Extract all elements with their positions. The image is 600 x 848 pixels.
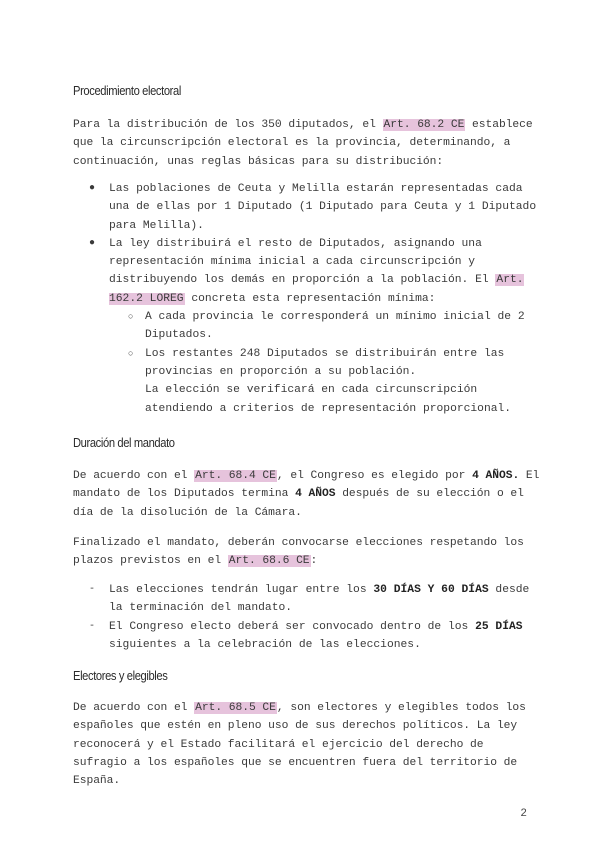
text: , son electores y elegibles todos los españoles que estén en pleno uso de sus derechos políticos. La ley reconocerá y el Estado facilitará el ejercicio del derecho de sufragio a los españoles que se encuentren fuera del territorio de España. (73, 702, 526, 788)
text: Para la distribución de los 350 diputados, el (73, 119, 383, 131)
text: La ley distribuirá el resto de Diputados, asignando una representación mínima inicial a cada circunscripción y distribuyendo los demás en proporción a la población. El (109, 237, 496, 287)
text: El mandato de los Diputados termina (73, 470, 540, 501)
paragraph-electores (73, 699, 543, 790)
section-heading-duracion: Duración del mandato (73, 435, 175, 450)
article-reference: Art. 68.6 CE (228, 555, 310, 568)
paragraph-distribucion (73, 116, 543, 171)
bullet-icon: ● (89, 183, 96, 194)
text: El Congreso electo deberá ser convocado dentro de los (109, 620, 476, 633)
text: Las elecciones tendrán lugar entre los (109, 584, 374, 596)
text: siguientes a la celebración de las elecciones. (109, 638, 421, 651)
text: después de su elección o el día de la disolución de la Cámara. (73, 488, 524, 519)
list-item (73, 581, 543, 618)
list-item-text: La elección se verificará en cada circunscripción atendiendo a criterios de representación proporcional. (145, 384, 512, 415)
article-reference: Art. 162.2 LOREG (109, 274, 524, 305)
list-item (73, 180, 543, 235)
emphasis: 25 DÍAS (475, 620, 523, 633)
emphasis: 4 AÑOS. (472, 470, 520, 482)
article-reference: Art. 68.4 CE (195, 470, 276, 482)
text: Finalizado el mandato, deberán convocarse elecciones respetando los plazos previstos en el (73, 537, 524, 568)
list-item (73, 618, 543, 655)
paragraph-mandato (73, 467, 543, 522)
list-item-text: Los restantes 248 Diputados se distribuirán entre las provincias en proporción a su población. (145, 347, 505, 378)
page-number: 2 (520, 808, 527, 820)
emphasis: 30 DÍAS Y 60 DÍAS (373, 584, 489, 596)
article-reference: Art. 68.2 CE (383, 119, 465, 131)
text: concreta esta representación mínima: (184, 292, 436, 305)
paragraph-finalizado (73, 534, 543, 571)
text: desde la terminación del mandato. (109, 584, 530, 615)
sub-list-item (73, 308, 543, 345)
bullet-list (73, 180, 543, 418)
list-item-text: Las poblaciones de Ceuta y Melilla estarán representadas cada una de ellas por 1 Diputado (1 Diputado para Ceuta y 1 Diputado para Melilla). (109, 183, 537, 232)
article-reference: Art. 68.5 CE (195, 702, 276, 714)
section-heading-procedimiento: Procedimiento electoral (73, 83, 181, 98)
sub-list-item (73, 345, 543, 418)
emphasis: 4 AÑOS (295, 488, 336, 501)
dash-list (73, 581, 543, 654)
list-item (73, 235, 543, 308)
text: , el Congreso es elegido por (276, 470, 473, 482)
list-item-text: A cada provincia le corresponderá un mínimo inicial de 2 Diputados. (145, 311, 525, 342)
text: : (310, 555, 318, 568)
text: De acuerdo con el (73, 702, 195, 714)
dash-icon: - (89, 584, 96, 595)
circle-bullet-icon: ○ (128, 312, 134, 323)
circle-bullet-icon: ○ (128, 348, 134, 359)
text: establece que la circunscripción electoral es la provincia, determinando, a continuación, unas reglas básicas para su distribución: (73, 119, 533, 168)
text: De acuerdo con el (73, 470, 195, 482)
bullet-icon: ● (89, 237, 96, 249)
dash-icon: - (89, 620, 96, 632)
section-heading-electores: Electores y elegibles (73, 668, 168, 683)
